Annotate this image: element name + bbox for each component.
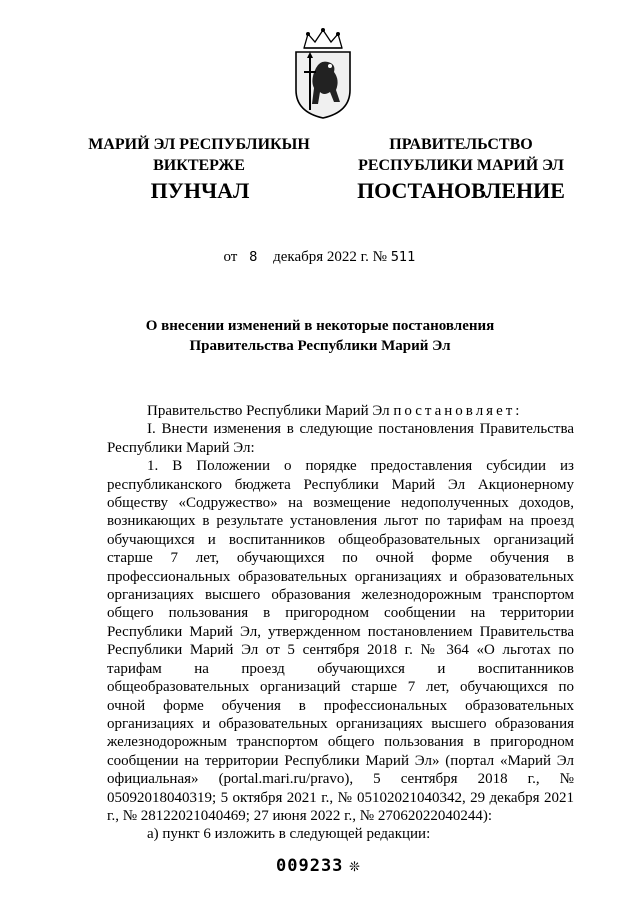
title-line2: Правительства Республики Марий Эл [189,338,451,354]
resolution-text: Правительство Республики Марий Эл [147,403,394,419]
date-rest: декабря 2022 г. № [273,249,387,265]
document-body [107,402,574,844]
header-left-title: ПУНЧАЛ [150,178,250,203]
resolution-keyword: постановляет: [393,403,523,419]
paragraph-subitem-a: а) пункт 6 изложить в следующей редакции: [147,826,431,843]
document-number: 511 [390,250,416,265]
header-right-line1: ПРАВИТЕЛЬСТВО [389,136,533,153]
title-line1: О внесении изменений в некоторые постановления [145,318,495,334]
form-serial-number [276,856,361,876]
header-left-block [88,134,310,176]
header-right-line2: РЕСПУБЛИКИ МАРИЙ ЭЛ [358,157,564,174]
paragraph-section-1: I. Внести изменения в следующие постановления Правительства Республики Марий Эл: [107,421,574,456]
document-title [100,316,540,356]
serial-number: 009233 [276,856,344,876]
header-right-title: ПОСТАНОВЛЕНИЕ [357,178,565,203]
date-prefix: от [223,249,238,265]
ornament-mark: ❊ [349,856,361,876]
header-right-block [350,134,572,176]
document-date-line [0,249,639,266]
paragraph-resolution [107,402,574,420]
date-day: 8 [249,250,258,265]
header-left-line2: ВИКТЕРЖЕ [153,157,245,174]
header-left-line1: МАРИЙ ЭЛ РЕСПУБЛИКЫН [88,136,310,153]
paragraph-item-1: 1. В Положении о порядке предоставления субсидии из республиканского бюджета Республики Марий Эл Акционерному обществу «Содружество» на возмещение недополученных доходов, возникающих в результате установления льгот по тарифам на проезд обучающихся и воспитанников общеобразовательных организаций старше 7 лет, обучающихся по очной форме обучения в профессиональных образовательных организациях и образовательных организациях высшего образования железнодорожным транспортом общего пользования в пригородном сообщении на территории Республики Марий Эл, утвержденном постановлением Правительства Республики Марий Эл от 5 сентября 2018 г. № 364 «О льготах по тарифам на проезд обучающихся и воспитанников общеобразовательных организаций старше 7 лет, обучающихся по очной форме обучения в профессиональных образовательных организациях и образовательных организациях высшего образования железнодорожным транспортом общего пользования в пригородном сообщении на территории Республики Марий Эл» (портал «Марий Эл официальная» (portal.mari.ru/pravo), 5 сентября 2018 г., № 05092018040319; 5 октября 2021 г., № 05102021040342, 29 декабря 2021 г., № 28122021040469; 27 июня 2022 г., № 27062022040244): [107,458,574,824]
coat-of-arms-emblem [290,28,356,120]
